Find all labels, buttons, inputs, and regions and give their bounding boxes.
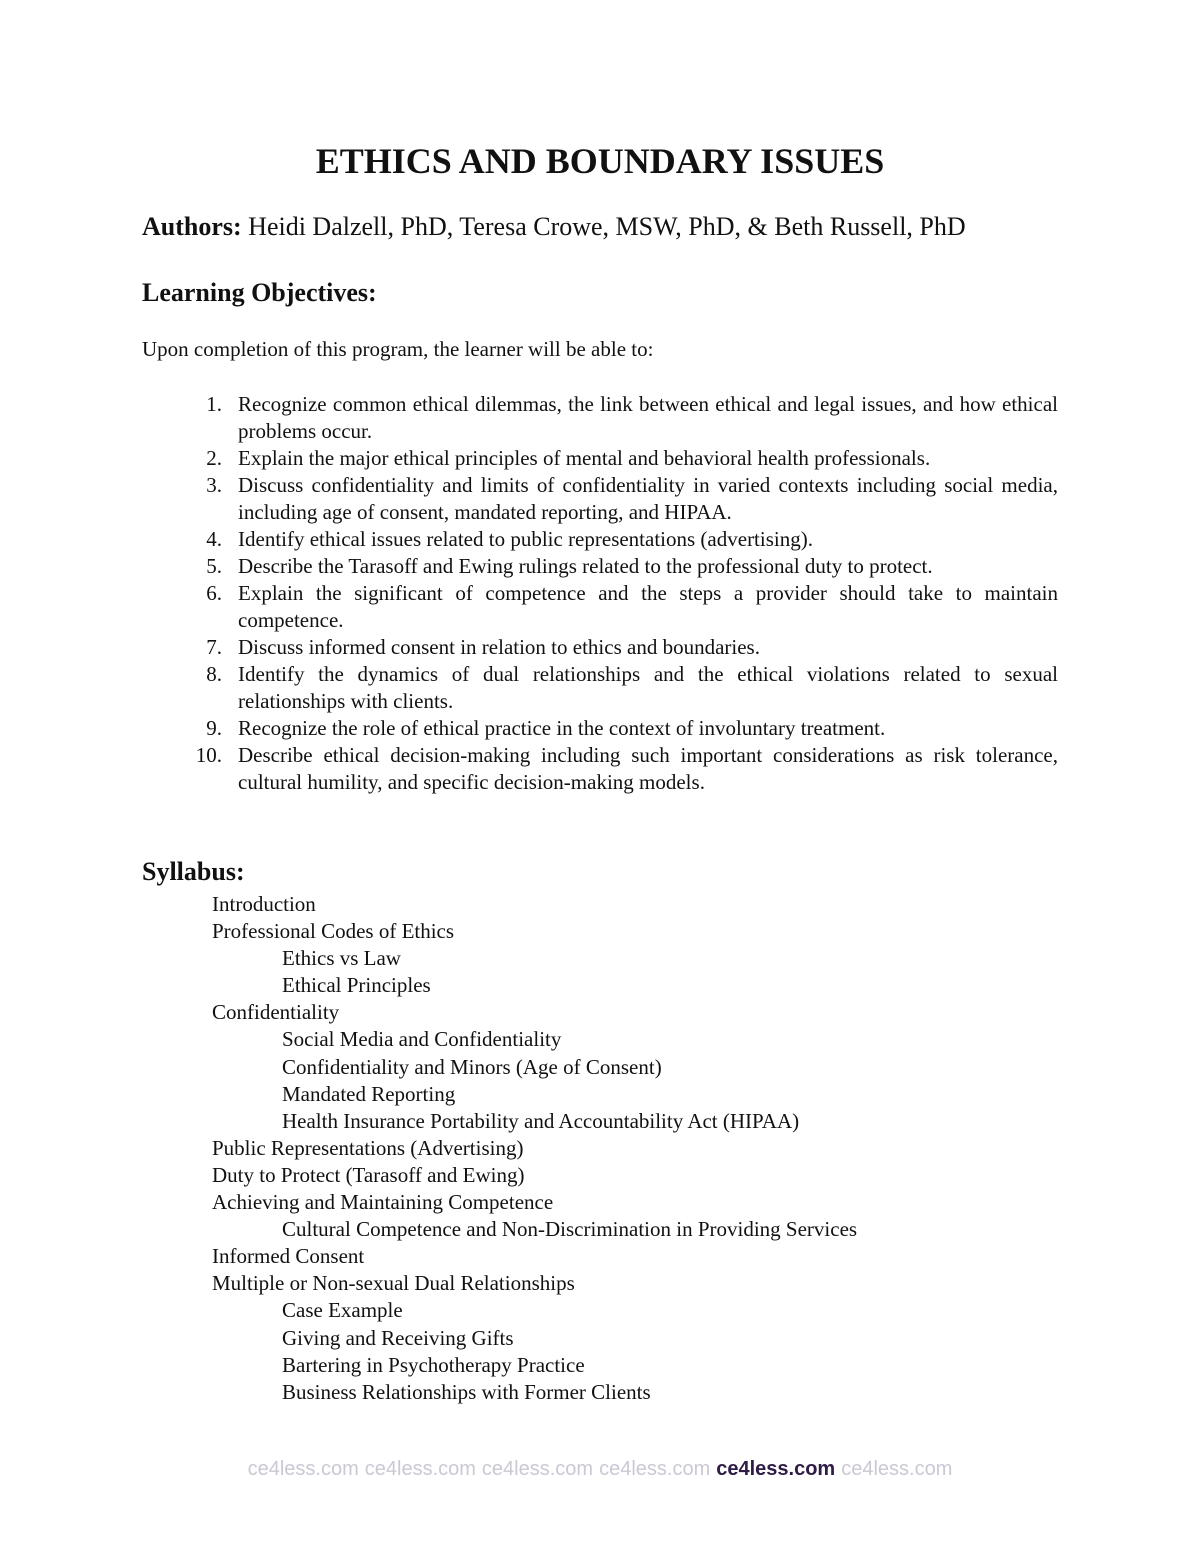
- objective-number: 5.: [206, 554, 222, 578]
- objective-number: 9.: [206, 716, 222, 740]
- objective-number: 10.: [195, 743, 222, 767]
- document-title: ETHICS AND BOUNDARY ISSUES: [315, 141, 885, 181]
- syllabus-topic: Achieving and Maintaining Competence: [212, 1190, 554, 1215]
- syllabus-subtopic: Ethics vs Law: [282, 946, 401, 971]
- syllabus-subtopic: Confidentiality and Minors (Age of Consent): [282, 1054, 662, 1079]
- syllabus-topic: Introduction: [212, 892, 316, 916]
- objective-text: Recognize the role of ethical practice in the context of involuntary treatment.: [238, 716, 886, 740]
- syllabus-topic: Confidentiality: [212, 1000, 340, 1025]
- objective-text: Describe ethical decision-making including such important considerations as risk tolerance, cultural humility, and specific decision-making models.: [238, 743, 1058, 794]
- objective-number: 7.: [206, 635, 222, 659]
- learning-objectives-heading: Learning Objectives:: [142, 278, 377, 307]
- syllabus-subtopic: Ethical Principles: [282, 973, 431, 998]
- objective-number: 6.: [206, 581, 222, 605]
- objective-item: [0, 445, 1200, 472]
- footer-watermark: [0, 1458, 1200, 1481]
- authors-line: [142, 212, 966, 242]
- objective-text: Discuss confidentiality and limits of confidentiality in varied contexts including social media, including age of consent, mandated reporting, and HIPAA.: [238, 473, 1058, 524]
- syllabus-subtopic: Case Example: [282, 1298, 403, 1323]
- syllabus-topic: Duty to Protect (Tarasoff and Ewing): [212, 1162, 525, 1187]
- objective-item: [0, 580, 1200, 634]
- objective-number: 1.: [206, 392, 222, 416]
- objective-item: [0, 472, 1200, 526]
- objective-item: [0, 553, 1200, 580]
- objective-number: 2.: [206, 446, 222, 470]
- objective-text: Explain the major ethical principles of mental and behavioral health professionals.: [238, 446, 931, 470]
- watermark-text-emphasis: ce4less.com: [716, 1458, 836, 1480]
- objective-text: Identify ethical issues related to public representations (advertising).: [238, 527, 813, 551]
- watermark-text: ce4less.com: [481, 1458, 594, 1480]
- objective-item: [0, 742, 1200, 796]
- syllabus-subtopic: Business Relationships with Former Clients: [282, 1379, 651, 1404]
- objective-text: Explain the significant of competence and the steps a provider should take to maintain competence.: [238, 581, 1058, 632]
- watermark-text: ce4less.com: [247, 1458, 359, 1480]
- objective-text: Describe the Tarasoff and Ewing rulings related to the professional duty to protect.: [238, 554, 933, 578]
- syllabus-heading: Syllabus:: [142, 857, 245, 886]
- syllabus-subtopic: Social Media and Confidentiality: [282, 1027, 562, 1052]
- syllabus-topic: Public Representations (Advertising): [212, 1135, 524, 1160]
- objective-text: Discuss informed consent in relation to ethics and boundaries.: [238, 635, 760, 659]
- syllabus-topic: Professional Codes of Ethics: [212, 919, 455, 944]
- objective-item: [0, 661, 1200, 715]
- watermark-text: ce4less.com: [841, 1458, 953, 1480]
- objective-number: 8.: [206, 662, 222, 686]
- objective-item: [0, 391, 1200, 445]
- objective-number: 3.: [206, 473, 222, 497]
- objective-item: [0, 634, 1200, 661]
- objectives-list: [0, 391, 1200, 796]
- syllabus-topic: Multiple or Non-sexual Dual Relationships: [212, 1271, 575, 1296]
- objective-text: Recognize common ethical dilemmas, the link between ethical and legal issues, and how ethical problems occur.: [238, 392, 1058, 443]
- syllabus-list: [0, 891, 1200, 1406]
- syllabus-subtopic: Giving and Receiving Gifts: [282, 1325, 514, 1350]
- syllabus-subtopic: Mandated Reporting: [282, 1081, 456, 1106]
- authors-names: Heidi Dalzell, PhD, Teresa Crowe, MSW, PhD, & Beth Russell, PhD: [241, 212, 966, 241]
- objective-item: [0, 715, 1200, 742]
- syllabus-topic: Informed Consent: [212, 1244, 365, 1269]
- watermark-text: ce4less.com: [599, 1458, 711, 1480]
- syllabus-subtopic: Bartering in Psychotherapy Practice: [282, 1352, 585, 1377]
- watermark-text: ce4less.com: [364, 1458, 476, 1480]
- syllabus-subtopic: Health Insurance Portability and Accountability Act (HIPAA): [282, 1108, 800, 1133]
- objective-item: [0, 526, 1200, 553]
- objective-text: Identify the dynamics of dual relationships and the ethical violations related to sexual relationships with clients.: [238, 662, 1058, 713]
- syllabus-subtopic: Cultural Competence and Non-Discrimination in Providing Services: [282, 1217, 858, 1242]
- authors-label: Authors:: [142, 212, 242, 241]
- objectives-intro: Upon completion of this program, the learner will be able to:: [142, 337, 654, 361]
- objective-number: 4.: [206, 527, 222, 551]
